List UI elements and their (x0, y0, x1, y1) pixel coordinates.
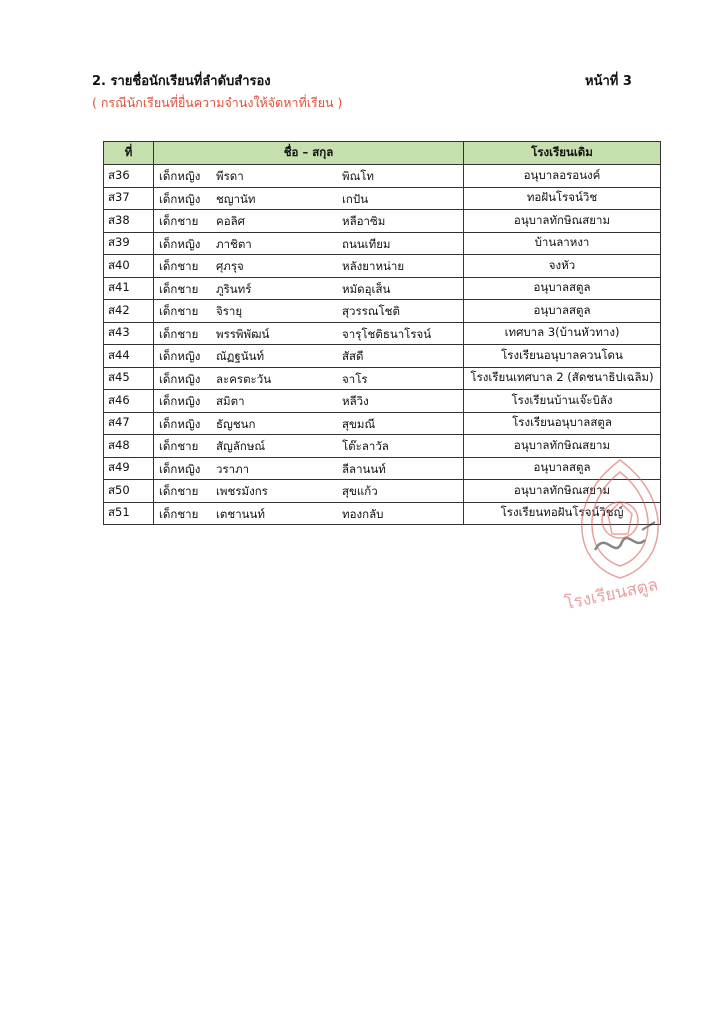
table-row (104, 345, 661, 368)
row-number: ส46 (104, 390, 154, 413)
name-prefix: เด็กหญิง (159, 169, 201, 183)
last-name: หลีวิง (342, 394, 369, 408)
name-prefix: เด็กหญิง (159, 349, 201, 363)
last-name: สุขมณี (342, 416, 376, 431)
previous-school: อนุบาลสตูล (464, 300, 661, 323)
name-prefix: เด็กหญิง (159, 461, 201, 476)
first-name: พรรพิพัฒน์ (216, 326, 270, 341)
last-name: ถนนเทียม (342, 236, 391, 251)
first-name: เตชานนท์ (216, 506, 265, 521)
student-name-cell (154, 187, 464, 210)
column-header-school: โรงเรียนเดิม (464, 142, 661, 165)
school-seal-stamp (560, 450, 670, 620)
row-number: ส50 (104, 480, 154, 503)
first-name: คอลิศ (216, 214, 245, 228)
previous-school: โรงเรียนทอฝันโรจน์วิชญ์ (464, 502, 661, 525)
first-name: ชญานัท (216, 191, 256, 206)
first-name: ศุภรุจ (216, 259, 244, 273)
row-number: ส51 (104, 502, 154, 525)
student-name-cell (154, 255, 464, 278)
last-name: หลังยาหน่าย (342, 259, 405, 273)
name-prefix: เด็กชาย (159, 506, 199, 521)
row-number: ส44 (104, 345, 154, 368)
student-name-cell (154, 232, 464, 255)
first-name: ภูรินทร์ (216, 281, 252, 296)
row-number: ส39 (104, 232, 154, 255)
svg-text:โรงเรียนสตูล: โรงเรียนสตูล (562, 574, 660, 615)
name-prefix: เด็กชาย (159, 484, 199, 498)
previous-school: จงหัว (464, 255, 661, 278)
last-name: พิณโท (342, 169, 375, 183)
first-name: ภาชิตา (216, 236, 252, 251)
last-name: สุวรรณโชติ (342, 304, 400, 318)
name-prefix: เด็กชาย (159, 304, 199, 318)
table-row (104, 187, 661, 210)
last-name: สัสดี (342, 349, 364, 363)
previous-school: อนุบาลทักษิณสยาม (464, 480, 661, 503)
table-row (104, 367, 661, 390)
name-prefix: เด็กหญิง (159, 191, 201, 206)
table-row (104, 300, 661, 323)
table-row (104, 210, 661, 233)
previous-school: เทศบาล 3(บ้านหัวทาง) (464, 322, 661, 345)
last-name: จาโร (342, 371, 368, 386)
last-name: เกปัน (342, 191, 369, 206)
name-prefix: เด็กชาย (159, 214, 199, 228)
student-name-cell (154, 457, 464, 480)
student-name-cell (154, 165, 464, 188)
name-prefix: เด็กชาย (159, 326, 199, 341)
table-row (104, 255, 661, 278)
row-number: ส38 (104, 210, 154, 233)
student-name-cell (154, 480, 464, 503)
previous-school: อนุบาลทักษิณสยาม (464, 210, 661, 233)
first-name: สัญลักษณ์ (216, 439, 266, 453)
name-prefix: เด็กหญิง (159, 416, 201, 431)
name-prefix: เด็กชาย (159, 259, 199, 273)
last-name: โต๊ะลาวัล (342, 439, 389, 453)
first-name: ละครตะวัน (216, 371, 272, 386)
row-number: ส42 (104, 300, 154, 323)
student-name-cell (154, 502, 464, 525)
previous-school: อนุบาลสตูล (464, 277, 661, 300)
table-row (104, 322, 661, 345)
table-row (104, 165, 661, 188)
name-prefix: เด็กชาย (159, 281, 199, 296)
previous-school: โรงเรียนบ้านเจ๊ะบิลัง (464, 390, 661, 413)
student-name-cell (154, 300, 464, 323)
last-name: ทองกลับ (342, 506, 384, 521)
last-name: สุขแก้ว (342, 484, 378, 498)
first-name: จิรายุ (216, 304, 243, 318)
row-number: ส49 (104, 457, 154, 480)
row-number: ส40 (104, 255, 154, 278)
previous-school: โรงเรียนอนุบาลสตูล (464, 412, 661, 435)
student-name-cell (154, 210, 464, 233)
last-name: หมัดอุเส็น (342, 281, 391, 296)
last-name: ลีลานนท์ (342, 461, 386, 476)
column-header-number: ที่ (104, 142, 154, 165)
student-name-cell (154, 322, 464, 345)
page-number: หน้าที่ 3 (585, 74, 632, 89)
previous-school: ทอฝันโรจน์วิช (464, 187, 661, 210)
previous-school: อนุบาลอรอนงค์ (464, 165, 661, 188)
table-header-row (104, 142, 661, 165)
student-name-cell (154, 390, 464, 413)
student-name-cell (154, 367, 464, 390)
document-title: 2. รายชื่อนักเรียนที่ลำดับสำรอง (92, 74, 271, 89)
previous-school: อนุบาลสตูล (464, 457, 661, 480)
name-prefix: เด็กหญิง (159, 371, 201, 386)
table-row (104, 412, 661, 435)
student-name-cell (154, 412, 464, 435)
document-subtitle: ( กรณีนักเรียนที่ยื่นความจำนงให้จัดหาที่เรียน ) (92, 95, 343, 110)
first-name: พีรดา (216, 169, 244, 183)
first-name: เพชรมังกร (216, 484, 268, 498)
row-number: ส43 (104, 322, 154, 345)
last-name: หลีอาซิม (342, 214, 386, 228)
previous-school: โรงเรียนเทศบาล 2 (สัดชนาธิปเฉลิม) (464, 367, 661, 390)
table-row (104, 390, 661, 413)
row-number: ส36 (104, 165, 154, 188)
name-prefix: เด็กหญิง (159, 236, 201, 251)
column-header-name: ชื่อ – สกุล (154, 142, 464, 165)
last-name: จารุโชติธนาโรจน์ (342, 326, 432, 341)
previous-school: อนุบาลทักษิณสยาม (464, 435, 661, 458)
student-name-cell (154, 277, 464, 300)
previous-school: โรงเรียนอนุบาลควนโดน (464, 345, 661, 368)
row-number: ส48 (104, 435, 154, 458)
first-name: วราภา (216, 461, 250, 476)
first-name: สมิตา (216, 394, 245, 408)
row-number: ส37 (104, 187, 154, 210)
name-prefix: เด็กหญิง (159, 394, 201, 408)
row-number: ส45 (104, 367, 154, 390)
table-row (104, 232, 661, 255)
name-prefix: เด็กชาย (159, 439, 199, 453)
student-name-cell (154, 435, 464, 458)
table-row (104, 277, 661, 300)
student-name-cell (154, 345, 464, 368)
first-name: ธัญชนก (216, 416, 256, 431)
first-name: ณัฏฐนันท์ (216, 349, 265, 363)
row-number: ส47 (104, 412, 154, 435)
row-number: ส41 (104, 277, 154, 300)
previous-school: บ้านลาหงา (464, 232, 661, 255)
